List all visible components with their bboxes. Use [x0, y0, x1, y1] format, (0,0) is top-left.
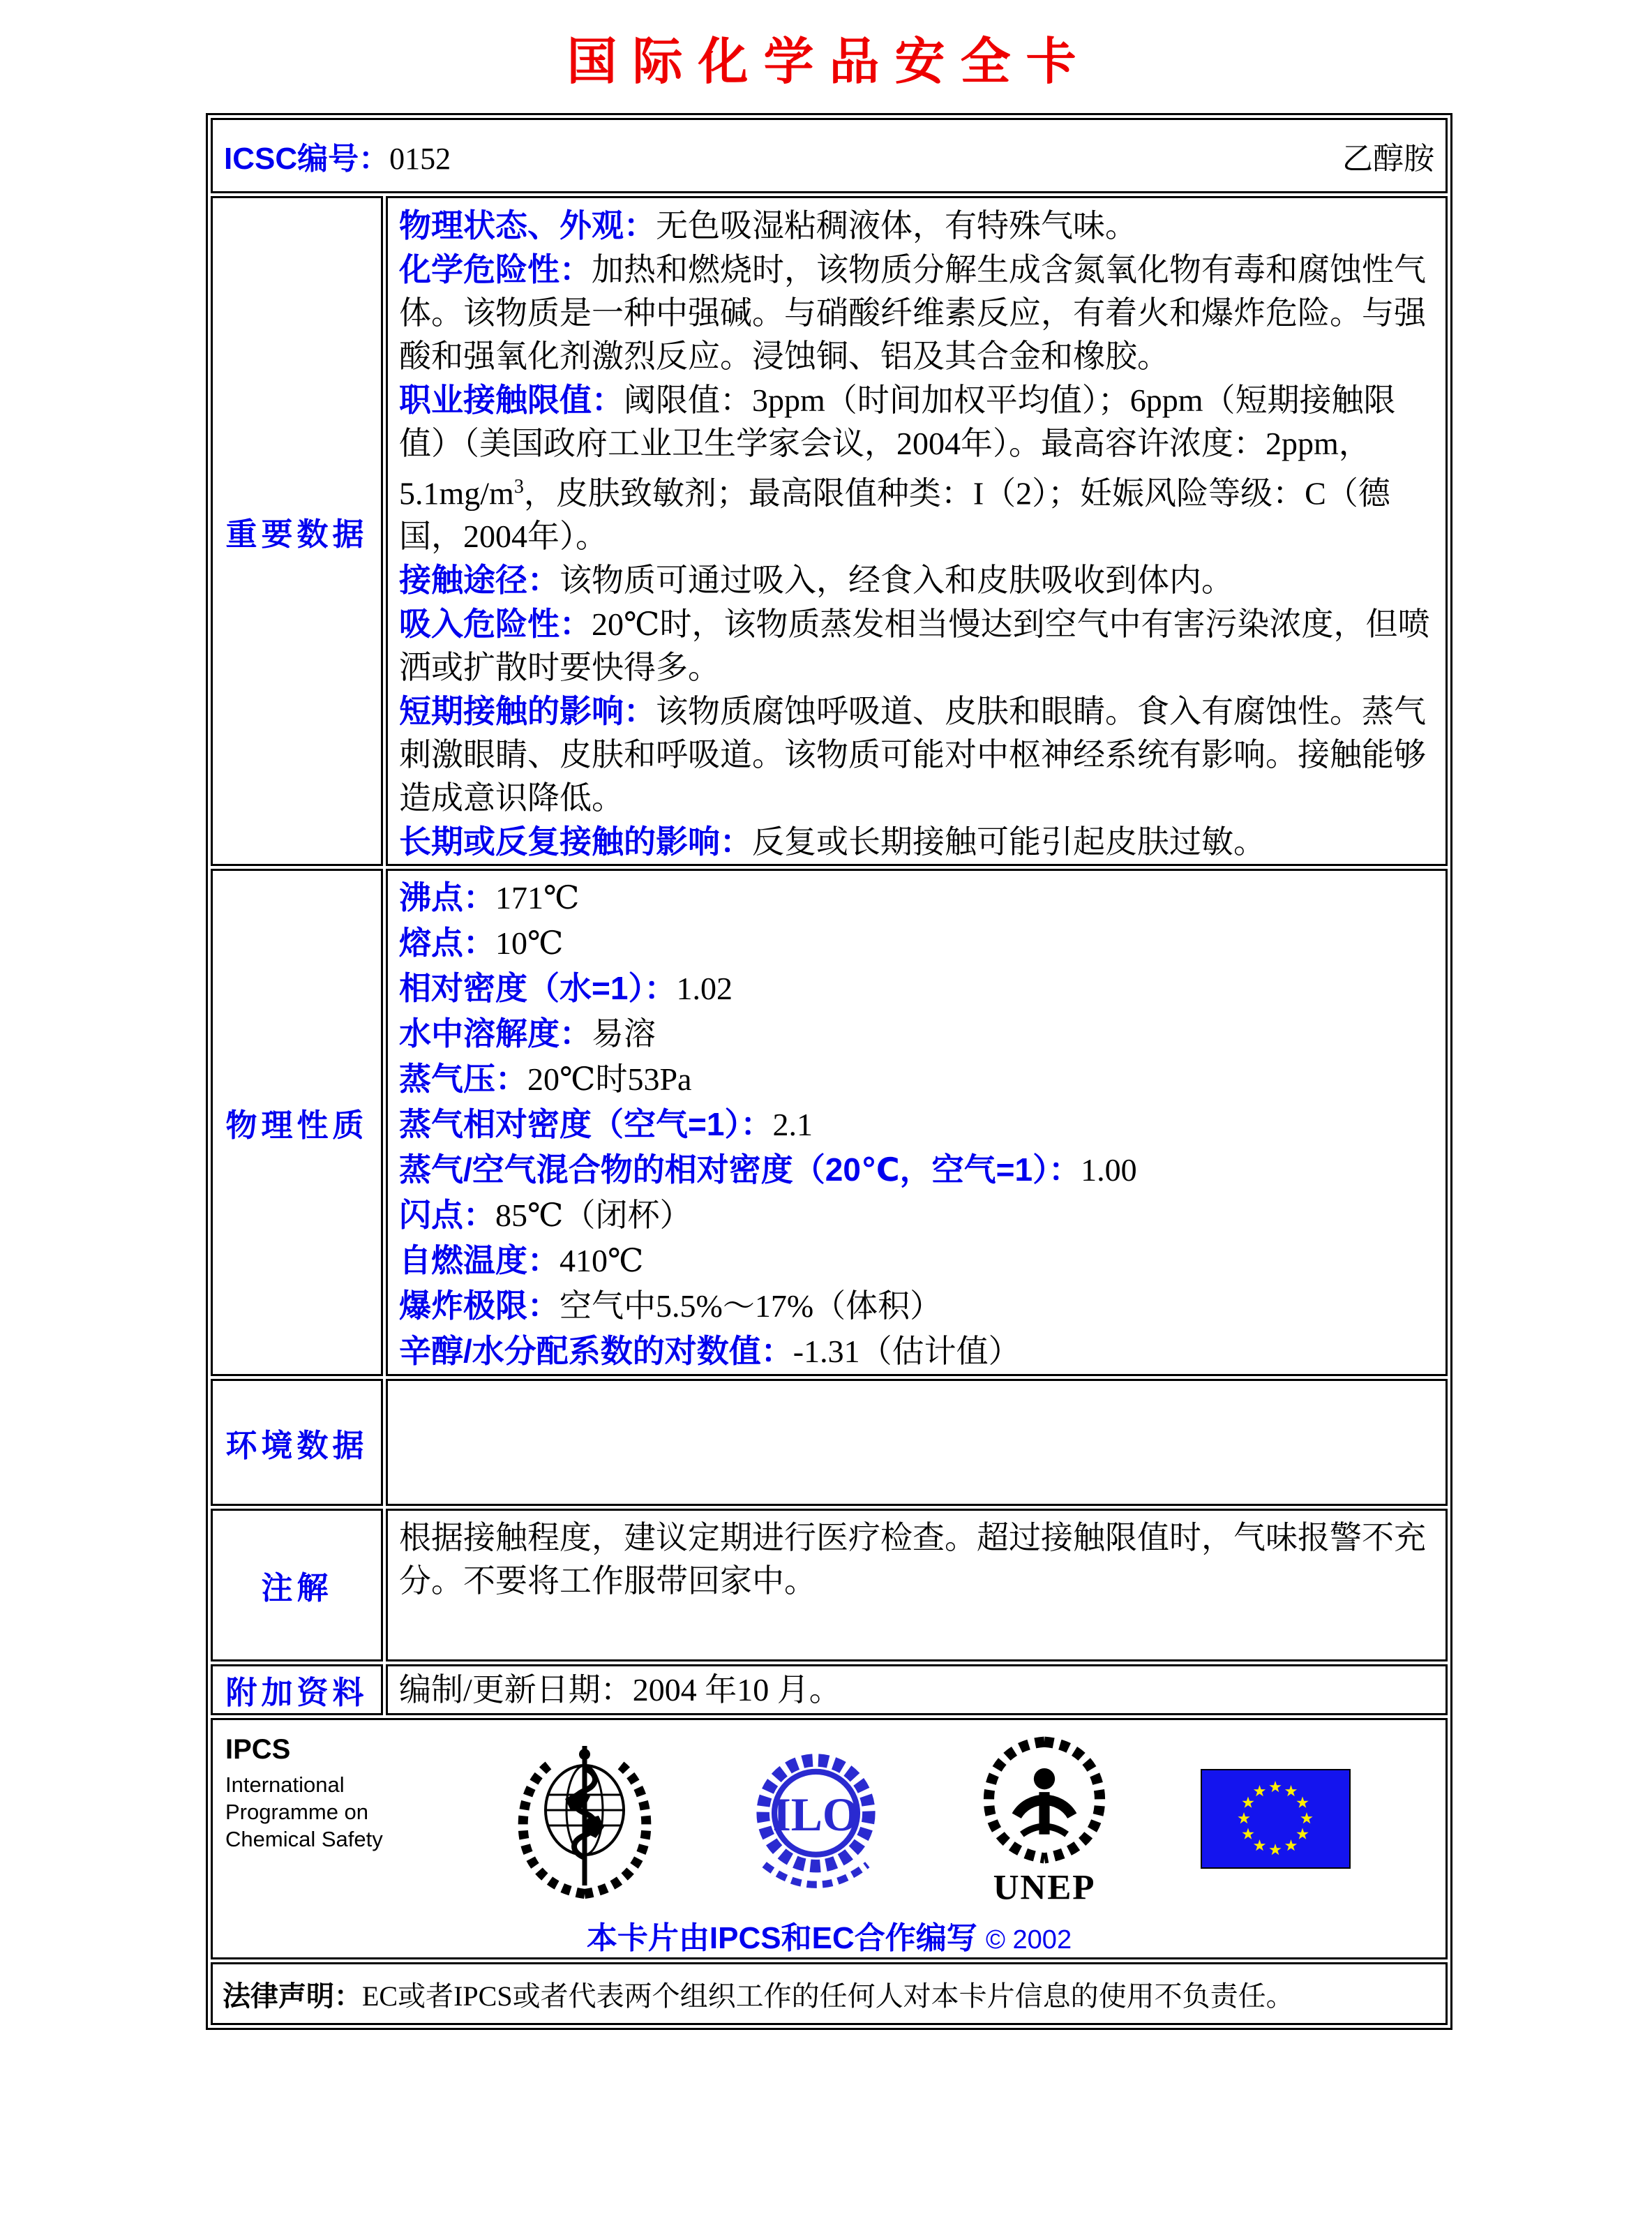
- icsc-number-value: 0152: [389, 142, 451, 176]
- notes-content: [386, 1509, 1448, 1661]
- property-flash-point: [399, 1193, 1434, 1238]
- page-title: 国际化学品安全卡: [566, 31, 1092, 91]
- legal-notice-cell: [211, 1962, 1448, 2025]
- property-label: 闪点：: [399, 1197, 495, 1234]
- ipcs-line: Chemical Safety: [225, 1827, 383, 1852]
- section-label-environmental-data: 环境数据: [211, 1379, 383, 1506]
- paragraph-text: 该物质可通过吸入，经食入和皮肤吸收到体内。: [560, 562, 1233, 599]
- environmental-data-content: [386, 1379, 1448, 1506]
- property-value: 10℃: [495, 925, 564, 962]
- paragraph-text: 反复或长期接触可能引起皮肤过敏。: [752, 824, 1266, 860]
- icsc-number: [224, 133, 451, 178]
- chemical-name: 乙醇胺: [1342, 142, 1434, 176]
- caption-text: 本卡片由IPCS和EC合作编写: [586, 1921, 977, 1956]
- property-value: 20℃时53Pa: [527, 1061, 692, 1098]
- section-label-important-data: 重要数据: [211, 196, 383, 866]
- eu-flag-icon: [1201, 1769, 1351, 1869]
- environmental-data-row: [211, 1379, 1448, 1506]
- paragraph-label: 化学危险性：: [399, 251, 592, 287]
- unep-letters: UNEP: [993, 1867, 1095, 1906]
- property-label: 蒸气相对密度（空气=1）：: [399, 1106, 773, 1143]
- ipcs-line: International: [225, 1772, 345, 1798]
- ilo-emblem-icon: [744, 1747, 887, 1890]
- property-autoignition-temperature: [399, 1238, 1434, 1283]
- property-label: 熔点：: [399, 925, 495, 962]
- superscript-exponent: 3: [513, 476, 524, 498]
- who-emblem-icon: [515, 1738, 654, 1899]
- additional-info-text: 编制/更新日期：2004 年10 月。: [399, 1671, 841, 1708]
- property-boiling-point: [399, 875, 1434, 920]
- paragraph-text: 阈限值：3ppm（时间加权平均值）；6ppm（短期接触限值）（美国政府工业卫生学家会议，2004年）。最高容许浓度：2ppm，5.1mg/m: [399, 382, 1396, 511]
- property-value: 1.02: [676, 971, 733, 1007]
- property-value: 1.00: [1081, 1152, 1137, 1188]
- physical-properties-row: [211, 869, 1448, 1376]
- notes-row: [211, 1509, 1448, 1661]
- legal-notice-text: EC或者IPCS或者代表两个组织工作的任何人对本卡片信息的使用不负责任。: [362, 1980, 1294, 2012]
- copyright-text: © 2002: [985, 1925, 1072, 1955]
- property-value: 171℃: [495, 880, 580, 916]
- paragraph-inhalation-risk: [399, 602, 1434, 689]
- property-octanol-water-partition: [399, 1329, 1434, 1374]
- important-data-content: [386, 196, 1448, 866]
- property-value: 易溶: [592, 1016, 656, 1052]
- paragraph-label: 接触途径：: [399, 562, 560, 599]
- paragraph-label: 长期或反复接触的影响：: [399, 823, 752, 860]
- property-vapour-air-mixture-density: [399, 1147, 1434, 1193]
- property-value: 85℃（闭杯）: [495, 1197, 692, 1234]
- paragraph-short-term-effects: [399, 689, 1434, 820]
- paragraph-occupational-exposure-limits: [399, 378, 1434, 558]
- section-label-notes: 注解: [211, 1509, 383, 1661]
- paragraph-text: ，皮肤致敏剂；最高限值种类：I（2）；妊娠风险等级：C（德国，2004年）。: [399, 475, 1390, 555]
- property-relative-density: [399, 966, 1434, 1011]
- paragraph-chemical-dangers: [399, 248, 1434, 378]
- header-row: [211, 118, 1448, 193]
- ipcs-text-block: [225, 1734, 424, 1853]
- paragraph-label: 短期接触的影响：: [399, 693, 656, 730]
- paragraph-physical-state-appearance: [399, 204, 1434, 248]
- property-label: 爆炸极限：: [399, 1287, 560, 1324]
- icsc-number-label: ICSC编号：: [224, 142, 390, 176]
- section-label-additional-info: 附加资料: [211, 1664, 383, 1715]
- cooperation-caption: [225, 1913, 1433, 1957]
- property-water-solubility: [399, 1011, 1434, 1056]
- paragraph-text: 加热和燃烧时，该物质分解生成含氮氧化物有毒和腐蚀性气体。该物质是一种中强碱。与硝酸纤维素反应，有着火和爆炸危险。与强酸和强氧化剂激烈反应。浸蚀铜、铝及其合金和橡胶。: [399, 252, 1426, 374]
- property-value: 410℃: [560, 1243, 644, 1279]
- header-cell: [211, 118, 1448, 193]
- property-value: -1.31（估计值）: [793, 1334, 1021, 1370]
- legal-notice-label: 法律声明：: [223, 1980, 362, 2012]
- property-label: 自燃温度：: [399, 1242, 560, 1279]
- icsc-card-page: [206, 0, 1452, 2030]
- paragraph-text: 20℃时，该物质蒸发相当慢达到空气中有害污染浓度，但喷洒或扩散时要快得多。: [399, 606, 1430, 686]
- ipcs-title: IPCS: [225, 1734, 291, 1765]
- additional-info-content: [386, 1664, 1448, 1715]
- icsc-card-table: [206, 113, 1452, 2030]
- property-value: 2.1: [772, 1107, 813, 1143]
- property-label: 水中溶解度：: [399, 1015, 592, 1052]
- property-value: 空气中5.5%～17%（体积）: [560, 1288, 943, 1324]
- property-label: 辛醇/水分配系数的对数值：: [399, 1333, 793, 1370]
- property-vapour-relative-density: [399, 1102, 1434, 1147]
- logos-row: [211, 1718, 1448, 1959]
- notes-text: 根据接触程度，建议定期进行医疗检查。超过接触限值时，气味报警不充分。不要将工作服带回家中。: [399, 1520, 1426, 1599]
- additional-info-row: [211, 1664, 1448, 1715]
- legal-notice-row: [211, 1962, 1448, 2025]
- physical-properties-content: [386, 869, 1448, 1376]
- paragraph-text: 该物质腐蚀呼吸道、皮肤和眼睛。食入有腐蚀性。蒸气刺激眼睛、皮肤和呼吸道。该物质可能对中枢神经系统有影响。接触能够造成意识降低。: [399, 694, 1426, 816]
- property-vapour-pressure: [399, 1056, 1434, 1102]
- logos-cell: [211, 1718, 1448, 1959]
- important-data-row: [211, 196, 1448, 866]
- paragraph-routes-of-exposure: [399, 558, 1434, 602]
- section-label-physical-properties: 物理性质: [211, 869, 383, 1376]
- property-label: 蒸气压：: [399, 1061, 527, 1098]
- paragraph-text: 无色吸湿粘稠液体，有特殊气味。: [656, 208, 1137, 244]
- logos-strip: [225, 1731, 1433, 1906]
- property-label: 相对密度（水=1）：: [399, 970, 677, 1007]
- unep-emblem-icon: [978, 1731, 1111, 1906]
- property-label: 蒸气/空气混合物的相对密度（20℃，空气=1）：: [399, 1151, 1081, 1188]
- property-explosive-limits: [399, 1283, 1434, 1329]
- property-melting-point: [399, 920, 1434, 966]
- ipcs-line: Programme on: [225, 1800, 369, 1825]
- paragraph-label: 物理状态、外观：: [399, 207, 656, 244]
- paragraph-long-term-effects: [399, 820, 1434, 864]
- paragraph-label: 职业接触限值：: [399, 382, 624, 418]
- ilo-letters: ILO: [772, 1788, 859, 1841]
- property-label: 沸点：: [399, 879, 495, 916]
- paragraph-label: 吸入危险性：: [399, 606, 592, 643]
